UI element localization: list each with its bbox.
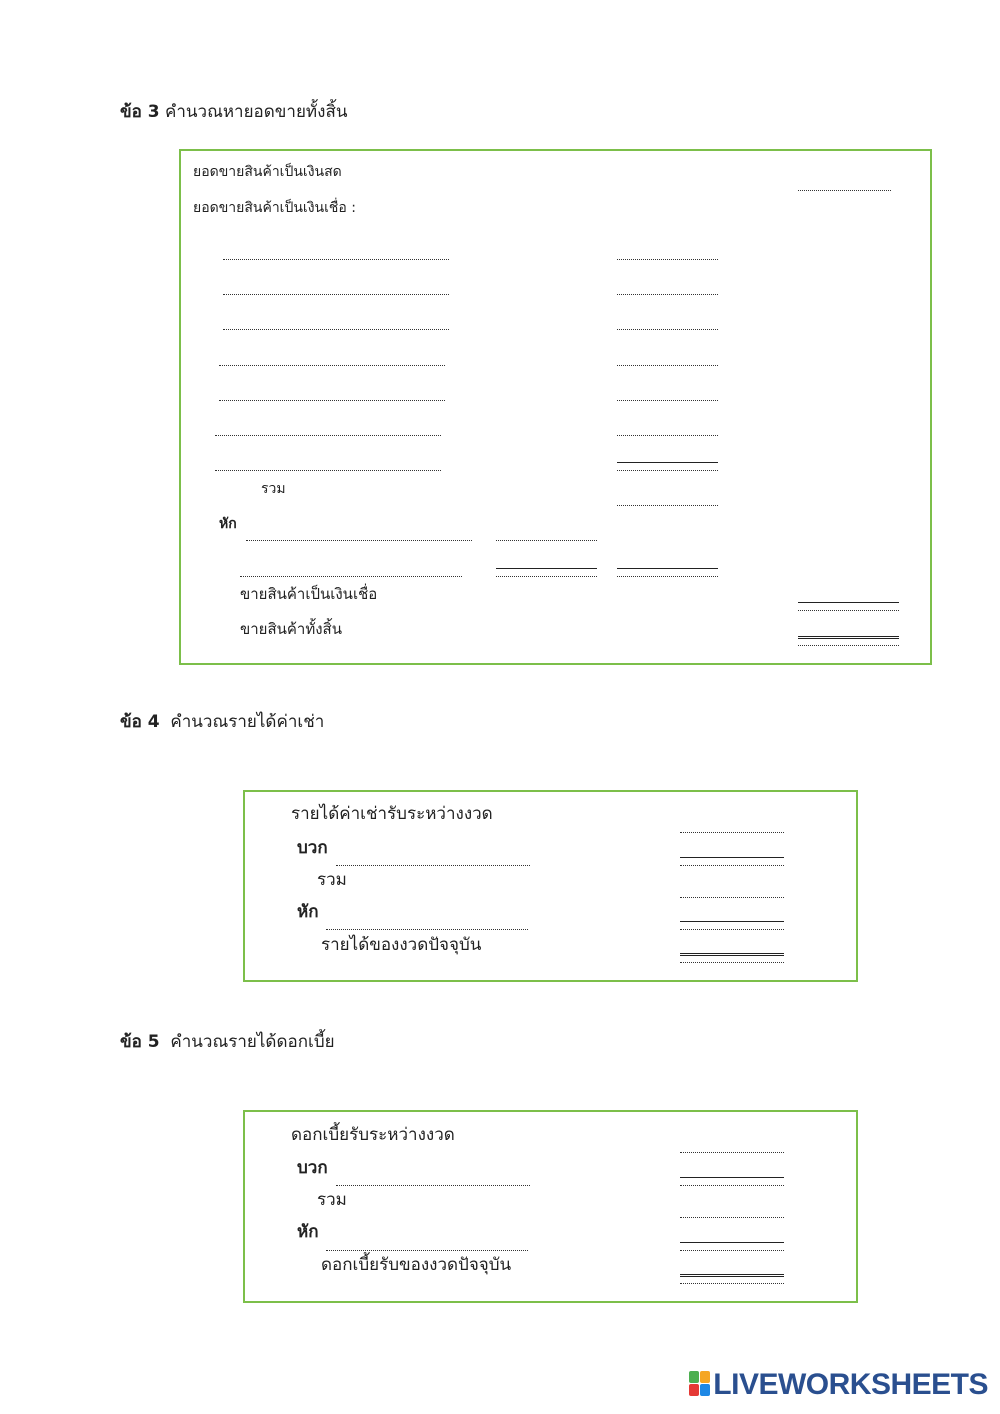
q4-total-label: รวม — [317, 870, 347, 890]
q5-less-underline — [680, 1242, 784, 1243]
q4-less-amount-blank[interactable] — [680, 917, 784, 933]
q5-title — [120, 1034, 335, 1051]
q3-row1-name-blank[interactable] — [223, 247, 449, 263]
q3-row3-name-blank[interactable] — [223, 317, 449, 333]
q3-row3-amount-blank[interactable] — [617, 317, 718, 333]
q4-title — [120, 714, 324, 731]
q5-less-amount-blank[interactable] — [680, 1238, 784, 1254]
liveworksheets-logo-text: LIVEWORKSHEETS — [713, 1368, 988, 1401]
q4-add-name-blank[interactable] — [336, 853, 530, 869]
liveworksheets-logo-icon — [689, 1371, 711, 1397]
liveworksheets-logo — [689, 1368, 988, 1402]
q3-row2-name-blank[interactable] — [223, 282, 449, 298]
q3-less-name-blank[interactable] — [246, 528, 472, 544]
q5-label: ข้อ 5 — [120, 1032, 160, 1052]
q3-row1-amount-blank[interactable] — [617, 247, 718, 263]
q5-add-label: บวก — [297, 1158, 328, 1178]
q4-label: ข้อ 4 — [120, 712, 160, 732]
q4-add-label: บวก — [297, 838, 328, 858]
q4-received-blank[interactable] — [680, 820, 784, 836]
q3-row4-name-blank[interactable] — [219, 353, 445, 369]
q3-credit-net-label: ขายสินค้าเป็นเงินเชื่อ — [240, 585, 378, 603]
q3-less-total-blank[interactable] — [617, 564, 718, 580]
q3-less-label: หัก — [219, 516, 237, 532]
q5-current-label: ดอกเบี้ยรับของงวดปัจจุบัน — [321, 1255, 512, 1275]
q4-less-name-blank[interactable] — [326, 917, 528, 933]
q4-text: คำนวณรายได้ค่าเช่า — [170, 712, 325, 732]
q3-credit-sales-header: ยอดขายสินค้าเป็นเงินเชื่อ : — [193, 200, 356, 216]
q3-cash-sales-blank[interactable] — [798, 178, 891, 194]
q4-current-double-underline — [680, 953, 784, 956]
q5-less-name-blank[interactable] — [326, 1238, 528, 1254]
q5-total-blank[interactable] — [680, 1205, 784, 1221]
q3-credit-net-underline — [798, 602, 899, 603]
q5-current-double-underline — [680, 1274, 784, 1277]
q4-less-label: หัก — [297, 902, 319, 922]
q5-add-underline — [680, 1177, 784, 1178]
q4-less-underline — [680, 921, 784, 922]
q3-title — [120, 104, 347, 121]
q3-total-sales-double-underline — [798, 636, 899, 639]
q3-total-blank[interactable] — [617, 493, 718, 509]
q3-cash-sales-label: ยอดขายสินค้าเป็นเงินสด — [193, 164, 342, 180]
q4-add-underline — [680, 857, 784, 858]
q4-received-label: รายได้ค่าเช่ารับระหว่างงวด — [291, 804, 493, 824]
q5-less-label: หัก — [297, 1222, 319, 1242]
q4-current-label: รายได้ของงวดปัจจุบัน — [321, 935, 482, 955]
q3-total-sales-label: ขายสินค้าทั้งสิ้น — [240, 620, 342, 638]
q3-row7-name-blank[interactable] — [215, 458, 441, 474]
q3-total-label: รวม — [261, 481, 286, 497]
q3-text: คำนวณหายอดขายทั้งสิ้น — [164, 102, 348, 122]
q5-total-label: รวม — [317, 1190, 347, 1210]
q3-subtotal-underline — [617, 462, 718, 463]
q5-received-blank[interactable] — [680, 1140, 784, 1156]
q3-row7-amount-blank[interactable] — [617, 458, 718, 474]
q4-total-blank[interactable] — [680, 885, 784, 901]
q5-received-label: ดอกเบี้ยรับระหว่างงวด — [291, 1125, 455, 1145]
q4-add-amount-blank[interactable] — [680, 853, 784, 869]
q5-text: คำนวณรายได้ดอกเบี้ย — [170, 1032, 335, 1052]
q3-row4-amount-blank[interactable] — [617, 353, 718, 369]
q5-add-name-blank[interactable] — [336, 1173, 530, 1189]
q3-row6-amount-blank[interactable] — [617, 423, 718, 439]
q3-label: ข้อ 3 — [120, 102, 160, 122]
q3-row5-amount-blank[interactable] — [617, 388, 718, 404]
q3-less2-name-blank[interactable] — [240, 564, 462, 580]
q3-credit-net-blank[interactable] — [798, 598, 899, 614]
q3-row2-amount-blank[interactable] — [617, 282, 718, 298]
q3-less2-underline — [496, 568, 597, 569]
q3-row6-name-blank[interactable] — [215, 423, 441, 439]
q5-add-amount-blank[interactable] — [680, 1173, 784, 1189]
q3-less-amount-blank[interactable] — [496, 528, 597, 544]
q3-less2-amount-blank[interactable] — [496, 564, 597, 580]
q3-less-total-underline — [617, 568, 718, 569]
q3-row5-name-blank[interactable] — [219, 388, 445, 404]
